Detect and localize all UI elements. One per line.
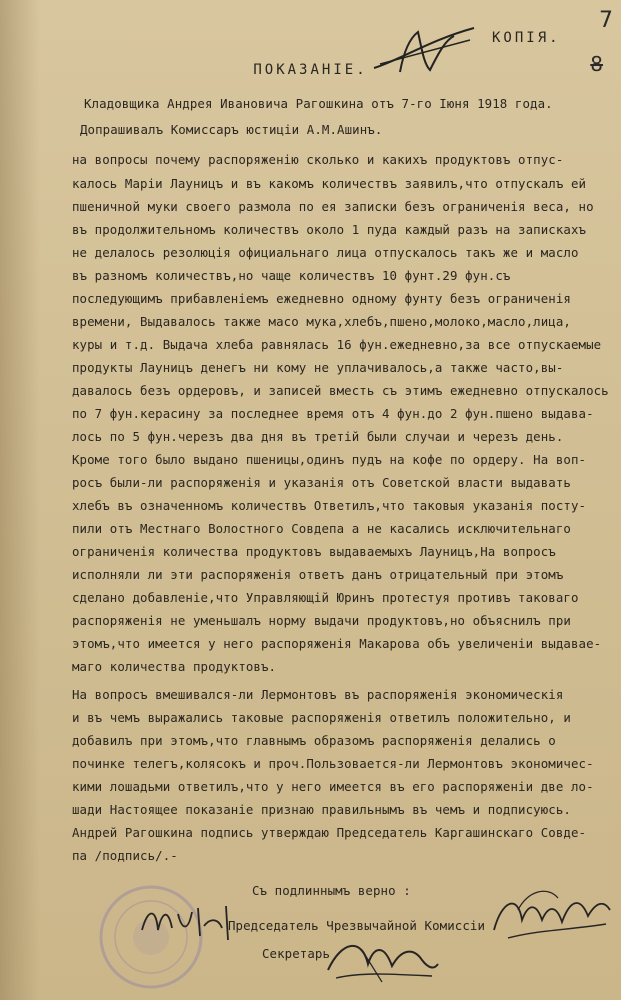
text-line: последующимъ прибавленіемъ ежедневно одному фунту безъ ограниченія [72, 291, 571, 306]
verified-line: Съ подлиннымъ верно : [252, 883, 411, 898]
chairman-line: Председатель Чрезвычайной Комиссіи [228, 918, 486, 933]
text-line: въ разномъ количествъ,но чаще количествъ 10 фунт.29 фун.съ [72, 268, 511, 283]
text-line: по 7 фун.керасину за последнее время отъ 4 фун.до 2 фун.пшено выдава- [72, 406, 594, 421]
corner-page-number: 7 [599, 8, 613, 33]
signature-secretary [322, 930, 442, 990]
text-line: не делалось резолюція официальнаго лица отпускалось такъ же и масло [72, 245, 579, 260]
text-line: маго количества продуктовъ. [72, 659, 277, 674]
text-line: Андрей Рагошкина подпись утверждаю Председатель Каргашинскаго Совде- [72, 825, 587, 840]
text-line: лось по 5 фун.черезъ два дня въ третій были случаи и черезъ день. [72, 429, 564, 444]
text-line: на вопросы почему распоряженію сколько и какихъ продуктовъ отпус- [72, 152, 564, 167]
text-line: кими лошадьми ответилъ,что у него имеется въ его распоряженіи две ло- [72, 779, 594, 794]
text-line: этомъ,что имеется у него распоряженія Макарова объ увеличеніи выдавае- [72, 636, 602, 651]
text-line: давалось безъ ордеровъ, и записей вместь съ этимъ ежедневно отпускалось [72, 383, 609, 398]
text-line: па /подпись/.- [72, 848, 178, 863]
secretary-line: Секретарь [262, 946, 331, 961]
text-line: На вопросъ вмешивался-ли Лермонтовъ въ распоряженія экономическія [72, 687, 564, 702]
text-line: ограниченія количества продуктовъ выдаваемыхъ Лауницъ,На вопросъ [72, 544, 556, 559]
text-line: Кроме того было выдано пшеницы,одинъ пудъ на кофе по ордеру. На воп- [72, 452, 587, 467]
text-line: распоряженія не уменьшалъ норму выдачи продуктовъ,но объяснилъ при [72, 613, 571, 628]
text-line: росъ были-ли распоряженія и указанія отъ Советской власти выдавать [72, 475, 571, 490]
text-line: и въ чемъ выражались таковые распоряженія ответилъ положительно, и [72, 710, 571, 725]
text-line: калось Маріи Лауницъ и въ какомъ количествъ заявилъ,что отпускалъ ей [72, 176, 587, 191]
text-line: Кладовщика Андрея Ивановича Рагошкина отъ 7-го Іюня 1918 года. [84, 96, 553, 111]
text-line: продукты Лауницъ денегъ ни кому не уплачивалось,а также часто,вы- [72, 360, 564, 375]
text-line: Допрашивалъ Комиссаръ юстиціи А.М.Ашинъ. [80, 122, 383, 137]
corner-page-number-2: 8 [590, 52, 603, 76]
page-edge-shadow [0, 0, 40, 1000]
copy-label: КОПІЯ. [492, 30, 561, 46]
text-line: добавилъ при этомъ,что главнымъ образомъ распоряженія делались о [72, 733, 556, 748]
text-line: исполняли ли эти распоряженія ответъ данъ отрицательный при этомъ [72, 567, 564, 582]
signature-chairman [488, 880, 616, 950]
text-line: куры и т.д. Выдача хлеба равнялась 16 фун.ежедневно,за все отпускаемые [72, 337, 602, 352]
text-line: времени, Выдавалось также масо мука,хлебъ,пшено,молоко,масло,лица, [72, 314, 571, 329]
text-line: пшеничной муки своего размола по ея записки безъ ограниченія веса, но [72, 199, 594, 214]
text-line: въ продолжительномъ количествъ около 1 пуда каждый разъ на запискахъ [72, 222, 587, 237]
text-line: хлебъ въ означенномъ количествъ Ответилъ,что таковыя указанія посту- [72, 498, 587, 513]
text-line: шади Настоящее показаніе признаю правильнымъ въ чемъ и подписуюсь. [72, 802, 571, 817]
signature-vrid [138, 900, 238, 942]
text-line: пили отъ Местнаго Волостного Совдепа а не касались исключительнаго [72, 521, 571, 536]
document-title: ПОКАЗАНІЕ. [253, 62, 368, 78]
text-line: починке телегъ,колясокъ и проч.Пользовается-ли Лермонтовъ экономичес- [72, 756, 594, 771]
text-line: сделано добавленіе,что Управляющій Юринъ протестуя противъ таковаго [72, 590, 579, 605]
